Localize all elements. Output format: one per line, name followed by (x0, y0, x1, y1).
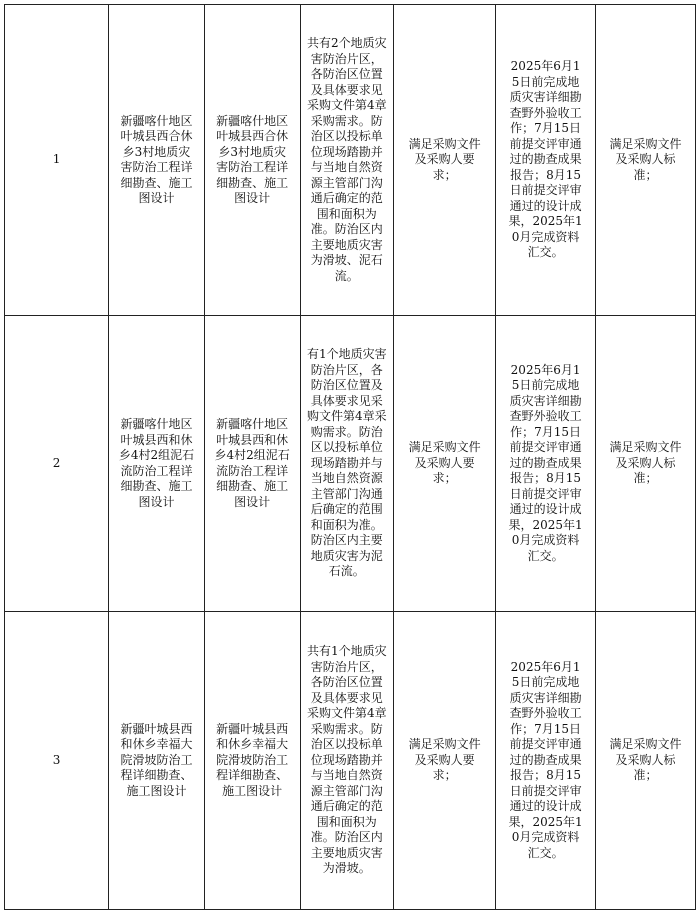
timeline (496, 316, 596, 612)
standard-text: 满足采购文件及采购人标准； (609, 440, 682, 486)
procurement-table (4, 4, 696, 910)
lot-content-text: 新疆喀什地区叶城县西合休乡3村地质灾害防治工程详细勘查、施工图设计 (216, 113, 289, 205)
lot-content (204, 316, 300, 612)
row-number: 1 (5, 5, 109, 316)
row-number: 2 (5, 316, 109, 612)
row-number: 3 (5, 612, 109, 910)
project-name-text: 新疆叶城县西和休乡幸福大院滑坡防治工程详细勘查、施工图设计 (120, 721, 193, 798)
requirement (394, 316, 496, 612)
standard (596, 316, 696, 612)
lot-content-text: 新疆叶城县西和休乡幸福大院滑坡防治工程详细勘查、施工图设计 (216, 721, 289, 798)
scope-text: 共有1个地质灾害防治片区，各防治区位置及具体要求见采购文件第4章采购需求。防治区以投标单位现场踏勘并与当地自然资源主管部门沟通后确定的范围和面积为准。防治区内主要地质灾害为滑坡。 (306, 644, 387, 876)
requirement-text: 满足采购文件及采购人要求； (408, 440, 481, 486)
table-row (5, 5, 696, 316)
project-name-text: 新疆喀什地区叶城县西和休乡4村2组泥石流防治工程详细勘查、施工图设计 (118, 417, 195, 509)
scope-description (300, 612, 394, 910)
standard (596, 5, 696, 316)
standard-text: 满足采购文件及采购人标准； (609, 737, 682, 783)
project-name (109, 316, 205, 612)
requirement-text: 满足采购文件及采购人要求； (408, 737, 481, 783)
timeline (496, 612, 596, 910)
standard (596, 612, 696, 910)
timeline-text: 2025年6月15日前完成地质灾害详细勘查野外验收工作；7月15日前提交评审通过的勘查成果报告；8月15日前提交评审通过的设计成果，2025年10月完成资料汇交。 (508, 659, 583, 860)
requirement-text: 满足采购文件及采购人要求； (408, 136, 481, 182)
table-row (5, 612, 696, 910)
lot-content (204, 5, 300, 316)
lot-content (204, 612, 300, 910)
table-row (5, 316, 696, 612)
timeline-text: 2025年6月15日前完成地质灾害详细勘查野外验收工作；7月15日前提交评审通过的勘查成果报告；8月15日前提交评审通过的设计成果，2025年10月完成资料汇交。 (508, 59, 583, 260)
scope-text: 有1个地质灾害防治片区，各防治区位置及具体要求见采购文件第4章采购需求。防治区以投标单位现场踏勘并与当地自然资源主管部门沟通后确定的范围和面积为准。防治区内主要地质灾害为泥石流。 (306, 347, 387, 579)
requirement (394, 5, 496, 316)
lot-content-text: 新疆喀什地区叶城县西和休乡4村2组泥石流防治工程详细勘查、施工图设计 (214, 417, 290, 509)
standard-text: 满足采购文件及采购人标准； (609, 136, 682, 182)
scope-text: 共有2个地质灾害防治片区，各防治区位置及具体要求见采购文件第4章采购需求。防治区以投标单位现场踏勘并与当地自然资源主管部门沟通后确定的范围和面积为准。防治区内主要地质灾害为滑坡、泥石流。 (306, 36, 387, 283)
timeline (496, 5, 596, 316)
project-name (109, 5, 205, 316)
timeline-text: 2025年6月15日前完成地质灾害详细勘查野外验收工作；7月15日前提交评审通过的勘查成果报告；8月15日前提交评审通过的设计成果，2025年10月完成资料汇交。 (508, 362, 583, 563)
requirement (394, 612, 496, 910)
scope-description (300, 5, 394, 316)
project-name (109, 612, 205, 910)
scope-description (300, 316, 394, 612)
project-name-text: 新疆喀什地区叶城县西合休乡3村地质灾害防治工程详细勘查、施工图设计 (120, 113, 193, 205)
